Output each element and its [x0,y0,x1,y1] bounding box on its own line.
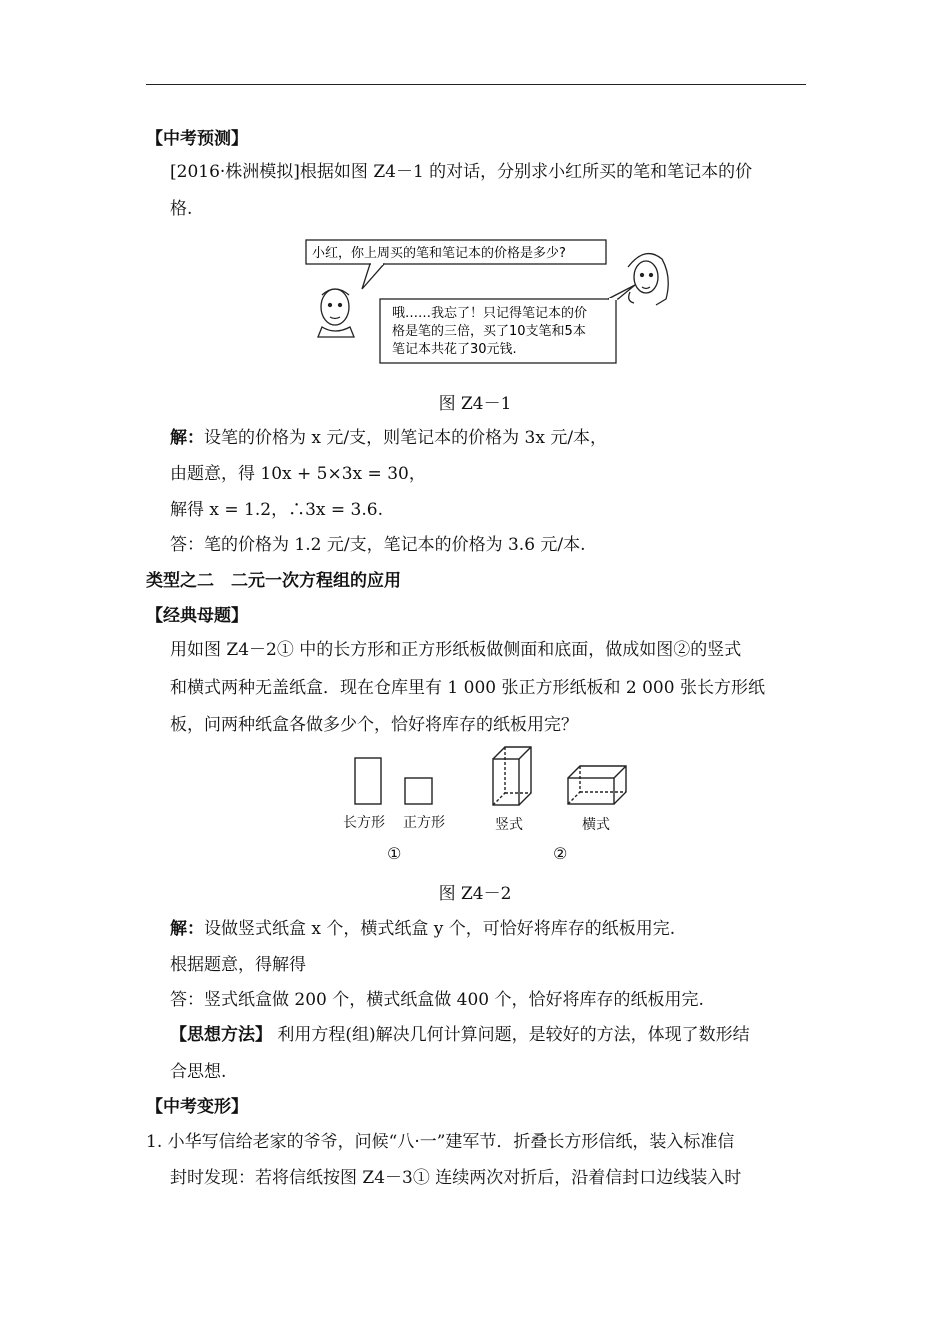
method-line [170,1023,750,1047]
boy-illustration [318,289,354,337]
fig-num-1: ① [387,844,402,863]
solution-line [170,426,607,450]
dialogue-figure [300,237,680,367]
label-vertical: 竖式 [495,817,523,833]
problem-text: 和横式两种无盖纸盒．现在仓库里有 1 000 张正方形纸板和 2 000 张长方形纸 [170,678,765,698]
solution-text: 设做竖式纸盒 x 个，横式纸盒 y 个，可恰好将库存的纸板用完. [204,919,676,939]
problem-text: [2016·株洲模拟]根据如图 Z4－1 的对话，分别求小红所买的笔和笔记本的价 [170,162,753,182]
section-heading-classic: 【经典母题】 [146,606,248,626]
solution-text: 设笔的价格为 x 元/支，则笔记本的价格为 3x 元/本， [204,428,608,448]
problem-text: 格. [170,199,193,219]
figure-caption: 图 Z4－1 [438,394,512,414]
label-square: 正方形 [403,815,445,831]
solution-line: 根据题意，得解得 [170,955,306,975]
vertical-box [493,747,531,805]
label-rectangle: 长方形 [343,815,385,831]
fig-num-2: ② [553,844,568,863]
square-board [405,778,432,804]
exercise-text: 封时发现：若将信纸按图 Z4－3① 连续两次对折后，沿着信封口边线装入时 [170,1168,742,1188]
horizontal-box [568,766,626,804]
bubble1-text: 小红，你上周买的笔和笔记本的价格是多少? [312,246,566,261]
solution-line: 解得 x = 1.2，∴3x = 3.6. [170,500,383,520]
figure-caption: 图 Z4－2 [438,884,512,904]
method-text: 利用方程(组)解决几何计算问题，是较好的方法，体现了数形结 [272,1025,750,1045]
box-figure [335,745,645,865]
rectangle-board [355,758,381,804]
bubble2-text: 哦……我忘了！只记得笔记本的价 [392,306,588,321]
answer-line: 答：笔的价格为 1.2 元/支，笔记本的价格为 3.6 元/本. [170,535,586,555]
method-line: 合思想. [170,1062,227,1082]
problem-text: 用如图 Z4－2① 中的长方形和正方形纸板做侧面和底面，做成如图②的竖式 [170,640,742,660]
section-heading-variant: 【中考变形】 [146,1097,248,1117]
solution-label: 解： [170,919,204,939]
solution-line [170,917,675,941]
header-rule [146,84,806,85]
girl-illustration [628,254,668,305]
bubble2-text: 笔记本共花了30元钱. [392,342,517,357]
solution-line: 由题意，得 10x + 5×3x = 30， [170,464,426,484]
label-horizontal: 横式 [582,817,610,833]
section-heading-prediction: 【中考预测】 [146,129,248,149]
type-heading: 类型之二 二元一次方程组的应用 [146,571,401,591]
exercise-text: 1. 小华写信给老家的爷爷，问候“八·一”建军节．折叠长方形信纸，装入标准信 [146,1132,735,1152]
solution-label: 解： [170,428,204,448]
method-label: 【思想方法】 [170,1025,272,1045]
answer-line: 答：竖式纸盒做 200 个，横式纸盒做 400 个，恰好将库存的纸板用完. [170,990,704,1010]
bubble2-text: 格是笔的三倍，买了10支笔和5本 [392,324,586,339]
problem-text: 板，问两种纸盒各做多少个，恰好将库存的纸板用完？ [170,715,578,735]
